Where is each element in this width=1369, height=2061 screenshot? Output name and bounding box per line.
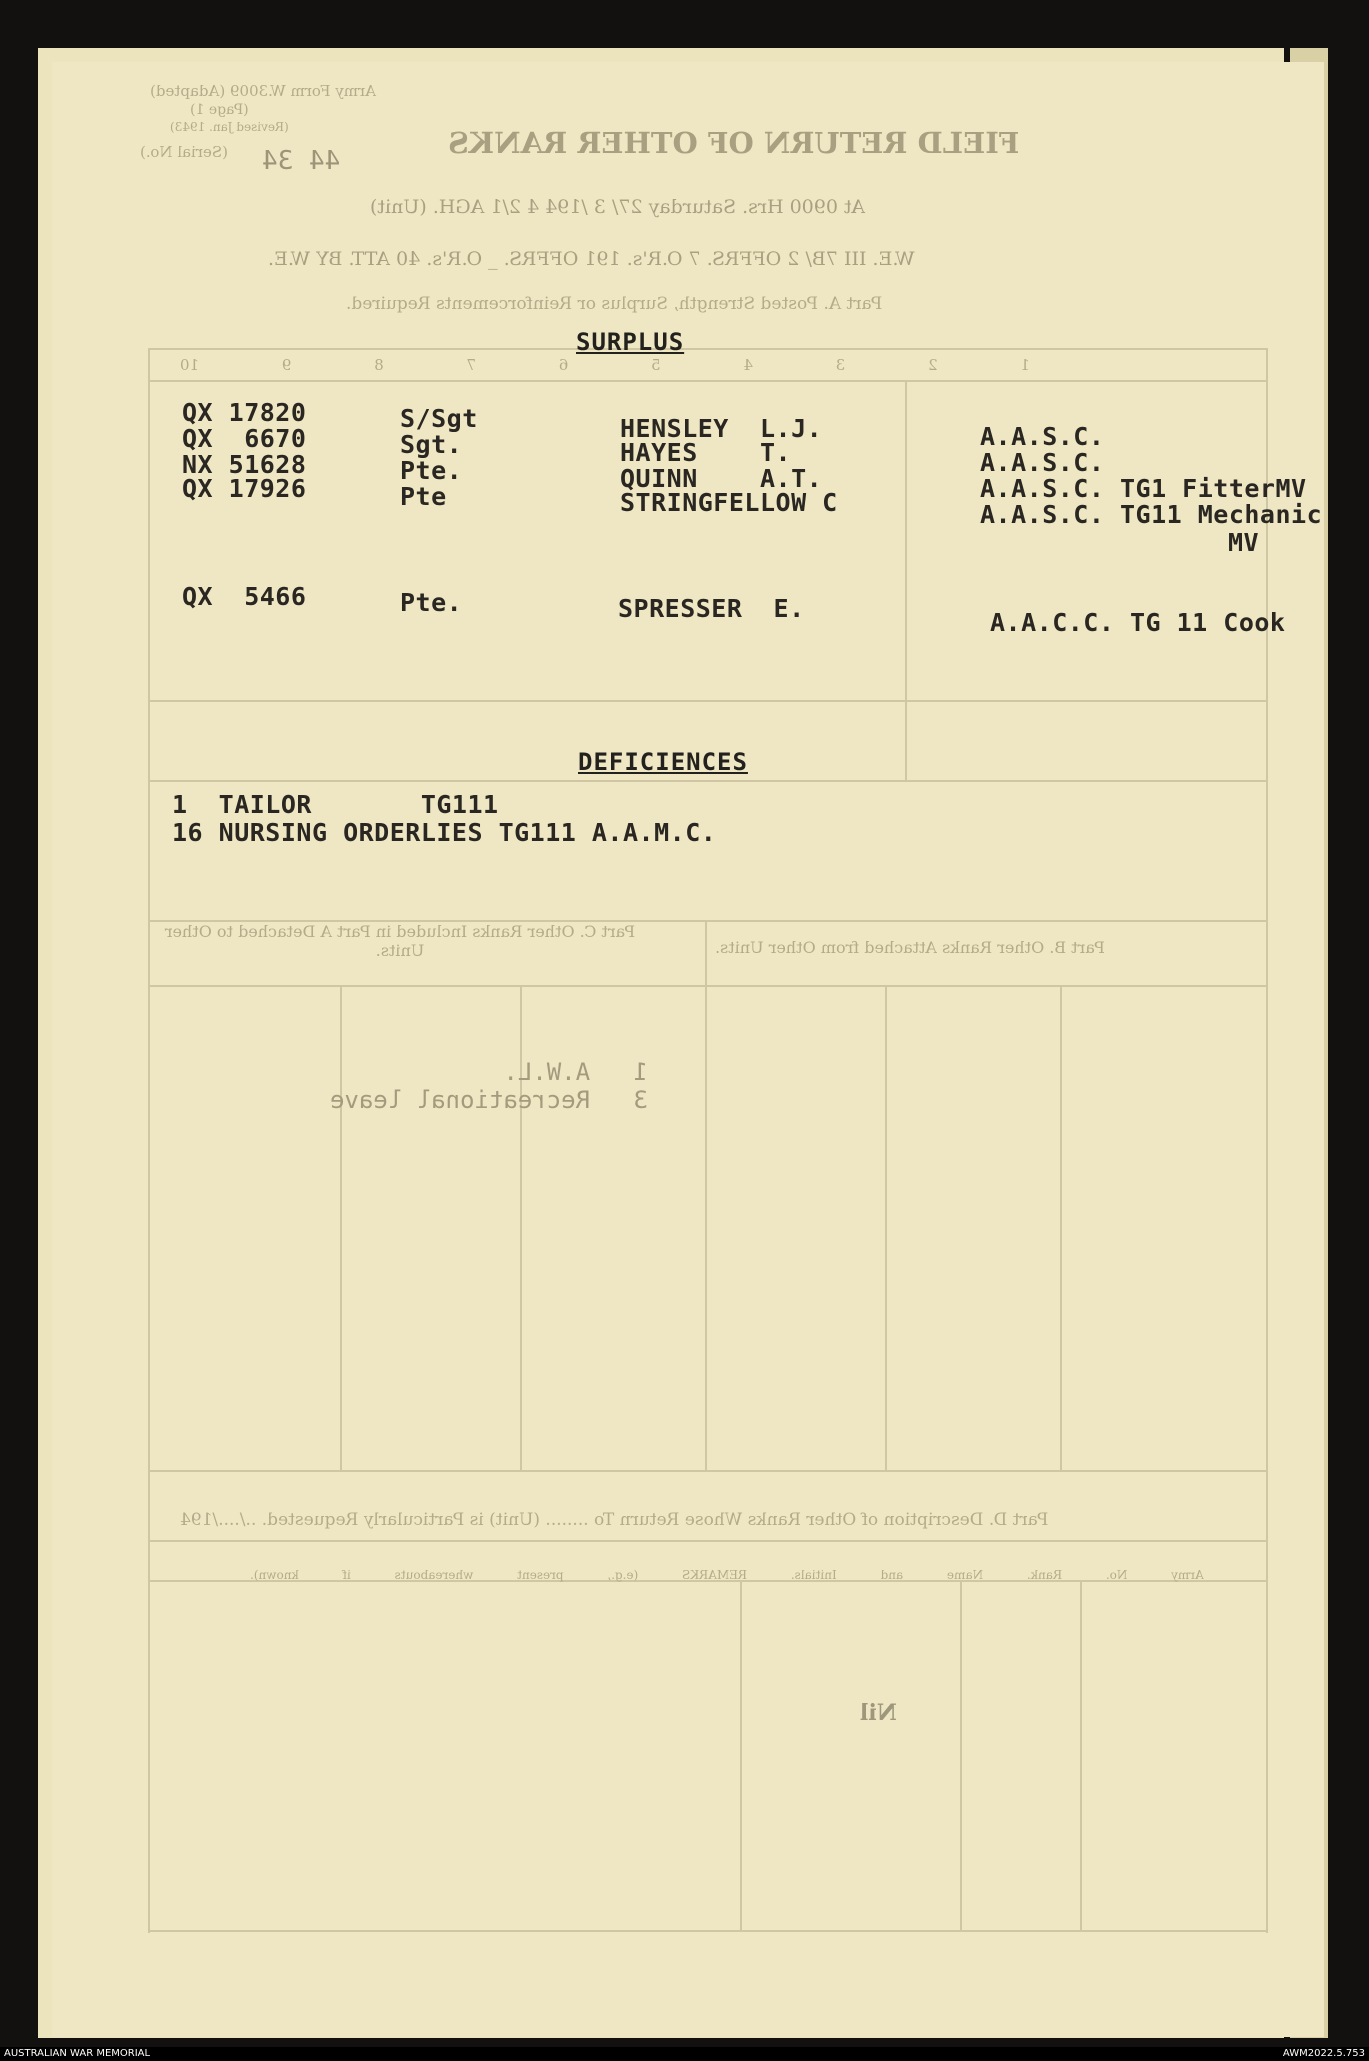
unit-corps-continued: MV (1228, 528, 1260, 557)
ghost-nil: Nil (860, 1700, 897, 1726)
soldier-name: SPRESSER E. (618, 594, 805, 623)
archive-footer (0, 2047, 1369, 2061)
rank: Pte. (400, 588, 463, 617)
deficiencies-heading: DEFICIENCES (578, 748, 748, 776)
ghost-part-c-entries: 1 A.W.L. 3 Recreational leave (330, 1058, 648, 1114)
ghost-part-d: Part D. Description of Other Ranks Whose Return To ........ (Unit) is Particularly Requested. ../..../194 (180, 1510, 1049, 1530)
ghost-part-a: Part A. Posted Strength, Surplus or Reinforcements Required. (346, 294, 883, 314)
table-col-rule (740, 1580, 742, 1930)
soldier-name: HENSLEY L.J. (620, 414, 823, 443)
table-col-rule (905, 380, 907, 780)
table-rule (148, 780, 1268, 782)
table-rule (148, 700, 1268, 702)
table-rule (148, 380, 1268, 382)
rank: Sgt. (400, 430, 463, 459)
ghost-form-revised: (Revised Jan. 1943) (170, 120, 289, 134)
rank: S/Sgt (400, 404, 478, 433)
soldier-name: STRINGFELLOW C (620, 488, 838, 517)
ghost-part-b: Part B. Other Ranks Attached from Other Units. (715, 938, 1105, 957)
table-rule-right (1266, 348, 1268, 1933)
ghost-form-ref: Army Form W.3009 (Adapted) (150, 82, 376, 100)
rank: Pte. (400, 456, 463, 485)
army-number: QX 17926 (182, 474, 307, 503)
ghost-title: FIELD RETURN OF OTHER RANKS (448, 126, 1020, 160)
unit-corps: A.A.S.C. TG11 Mechanic (980, 500, 1323, 529)
ghost-we-line: W.E. III 7B/ 2 OFFRS. 7 O.R's. 191 OFFRS. _ O.R's. 40 ATT. BY W.E. (268, 248, 915, 270)
ghost-column-numbers: 1 2 3 4 5 6 7 8 9 10 (180, 356, 1030, 374)
footer-left: AUSTRALIAN WAR MEMORIAL (4, 2048, 151, 2059)
ghost-part-d-columns: Army No. Rank. Name and Initials. REMARKS (e.g., present whereabouts if known). (250, 1568, 1204, 1582)
rank: Pte (400, 482, 447, 511)
army-number: NX 51628 (182, 450, 307, 479)
ghost-part-c: Part C. Other Ranks Included in Part A Detached to Other Units. (164, 922, 636, 960)
table-col-rule (705, 920, 707, 1470)
table-rule-bottom (148, 1930, 1268, 1932)
table-rule (148, 985, 1268, 987)
unit-corps: A.A.S.C. (980, 422, 1105, 451)
unit-corps: A.A.S.C. TG1 FitterMV (980, 474, 1307, 503)
army-number: QX 17820 (182, 398, 307, 427)
unit-corps: A.A.S.C. (980, 448, 1105, 477)
army-number: QX 6670 (182, 424, 307, 453)
table-col-rule (960, 1580, 962, 1930)
table-rule (148, 1540, 1268, 1542)
table-col-rule (885, 985, 887, 1470)
footer-right: AWM2022.5.753 (1282, 2048, 1365, 2059)
table-col-rule (1080, 1580, 1082, 1930)
deficiency-line: 16 NURSING ORDERLIES TG111 A.A.M.C. (172, 818, 717, 847)
deficiency-line: 1 TAILOR TG111 (172, 790, 499, 819)
army-number: QX 5466 (182, 582, 307, 611)
ghost-form-page: (Page 1) (190, 102, 249, 118)
table-rule-top (148, 348, 1268, 350)
table-rule-left (148, 348, 150, 1933)
ghost-serial-value: 44 34 (262, 146, 341, 176)
table-rule (148, 1470, 1268, 1472)
table-col-rule (1060, 985, 1062, 1470)
surplus-heading: SURPLUS (576, 328, 685, 356)
soldier-name: HAYES T. (620, 438, 792, 467)
ghost-serial: (Serial No.) (140, 143, 228, 161)
soldier-name: QUINN A.T. (620, 464, 823, 493)
unit-corps: A.A.C.C. TG 11 Cook (990, 608, 1286, 637)
ghost-time-line: At 0900 Hrs. Saturday 27/ 3 /194 4 2/1 AGH. (Unit) (370, 196, 866, 218)
